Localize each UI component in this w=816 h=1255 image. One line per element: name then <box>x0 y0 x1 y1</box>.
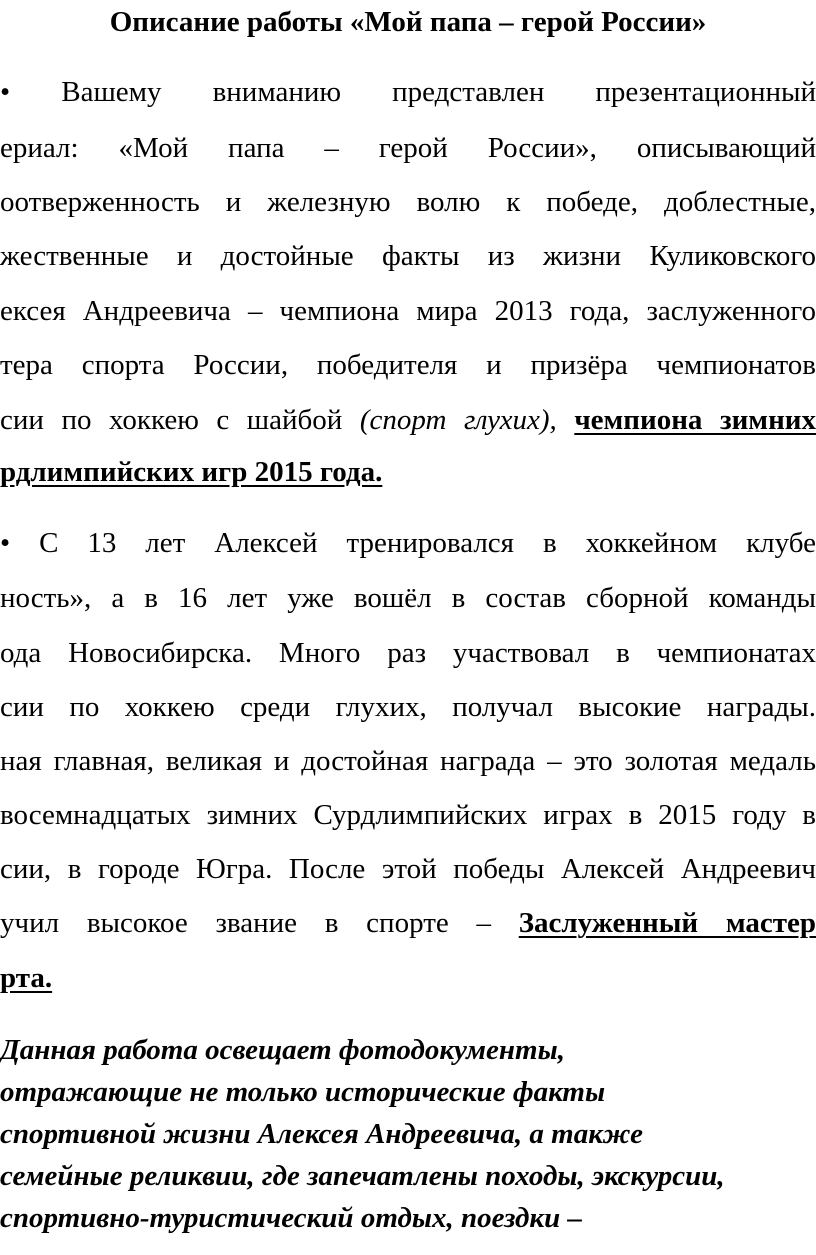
text-line: • С 13 лет Алексей тренировался в хоккейном клубе <box>0 527 816 559</box>
text-line: ериал: «Мой папа – герой России», описывающий <box>0 132 816 164</box>
highlight-text: рта. <box>0 962 53 994</box>
text-line: Данная работа освещает фотодокументы, <box>0 1034 565 1066</box>
text-run: учил высокое звание в спорте – <box>0 907 491 939</box>
text-line: тера спорта России, победителя и призёра чемпионатов <box>0 349 816 381</box>
text-line: ная главная, великая и достойная награда – это золотая медаль <box>0 745 816 777</box>
text-line: • Вашему вниманию представлен презентационный <box>0 76 816 108</box>
italic-note: (спорт глухих), <box>359 404 557 436</box>
text-line: ода Новосибирска. Много раз участвовал в чемпионатах <box>0 637 816 669</box>
text-line: сии по хоккею среди глухих, получал высокие награды. <box>0 691 816 723</box>
text-line-mixed <box>0 452 382 492</box>
text-line: жественные и достойные факты из жизни Куликовского <box>0 240 816 272</box>
text-line: семейные реликвии, где запечатлены походы, экскурсии, <box>0 1160 725 1192</box>
text-line: ность», а в 16 лет уже вошёл в состав сборной команды <box>0 582 816 614</box>
text-line: отражающие не только исторические факты <box>0 1076 606 1108</box>
text-line: сии, в городе Югра. После этой победы Алексей Андреевич <box>0 853 816 885</box>
highlight-text: Заслуженный мастер <box>518 907 816 939</box>
text-line-mixed <box>0 400 816 440</box>
text-run: сии по хоккею с шайбой <box>0 404 343 436</box>
text-line: оотверженность и железную волю к победе, доблестные, <box>0 186 816 218</box>
text-line-mixed <box>0 958 52 998</box>
highlight-text: рдлимпийских игр 2015 года. <box>0 456 383 488</box>
document-title: Описание работы «Мой папа – герой России» <box>109 6 707 38</box>
text-line: спортивной жизни Алексея Андреевича, а также <box>0 1118 643 1150</box>
text-line: восемнадцатых зимних Сурдлимпийских играх в 2015 году в <box>0 799 816 831</box>
text-line: ексея Андреевича – чемпиона мира 2013 года, заслуженного <box>0 295 816 327</box>
text-line: спортивно-туристический отдых, поездки – <box>0 1202 583 1234</box>
highlight-text: чемпиона зимних <box>574 404 816 436</box>
text-line-mixed <box>0 903 816 943</box>
